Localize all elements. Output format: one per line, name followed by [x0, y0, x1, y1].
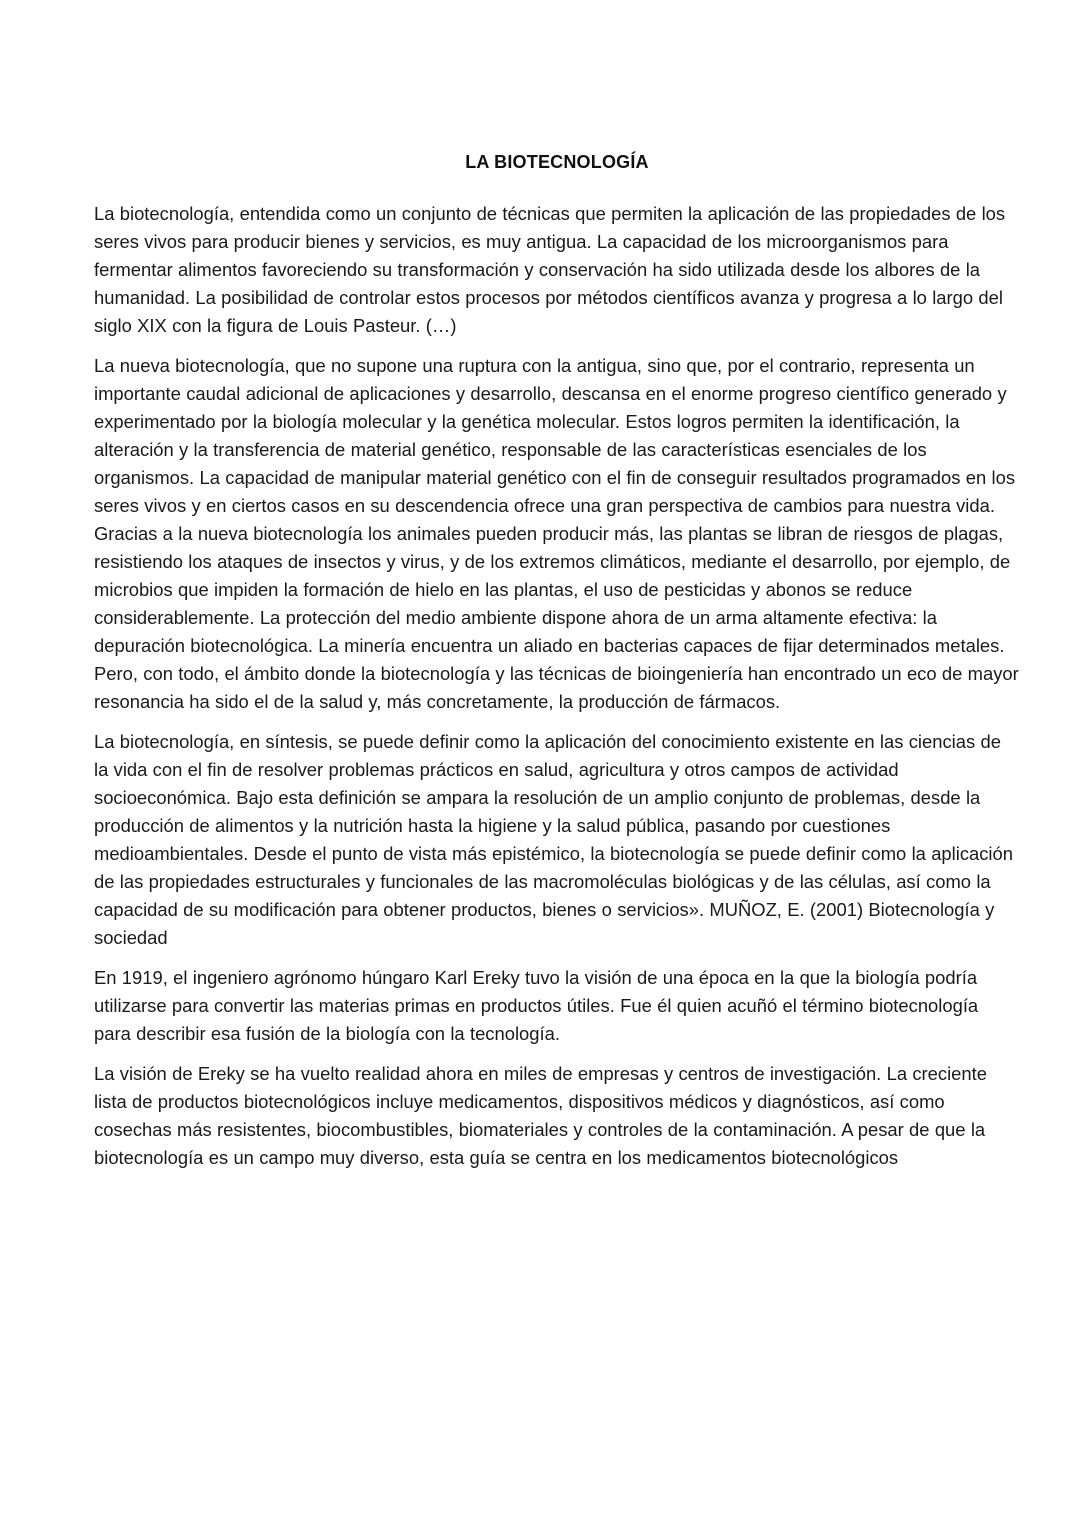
- title-prefix: LA: [465, 152, 489, 172]
- paragraph-4: En 1919, el ingeniero agrónomo húngaro Karl Ereky tuvo la visión de una época en la que la biología podría utilizarse para convertir las materias primas en productos útiles. Fue él quien acuñó el término biotecnología para describir esa fusión de la biología con la tecnología.: [94, 967, 979, 1044]
- document-title: [94, 150, 1020, 174]
- paragraph-1: La biotecnología, entendida como un conjunto de técnicas que permiten la aplicación de las propiedades de los seres vivos para producir bienes y servicios, es muy antigua. La capacidad de los microorganismos para fermentar alimentos favoreciendo su transformación y conservación ha sido utilizada desde los albores de la humanidad. La posibilidad de controlar estos procesos por métodos científicos avanza y progresa a lo largo del siglo XIX con la figura de Louis Pasteur. (…): [94, 203, 1006, 336]
- paragraph-2: La nueva biotecnología, que no supone una ruptura con la antigua, sino que, por el contrario, representa un importante caudal adicional de aplicaciones y desarrollo, descansa en el enorme progreso científico generado y experimentado por la biología molecular y la genética molecular. Estos logros permiten la identificación, la alteración y la transferencia de material genético, responsable de las características esenciales de los organismos. La capacidad de manipular material genético con el fin de conseguir resultados programados en los seres vivos y en ciertos casos en su descendencia ofrece una gran perspectiva de cambios para nuestra vida. Gracias a la nueva biotecnología los animales pueden producir más, las plantas se libran de riesgos de plagas, resistiendo los ataques de insectos y virus, y de los extremos climáticos, mediante el desarrollo, por ejemplo, de microbios que impiden la formación de hielo en las plantas, el uso de pesticidas y abonos se reduce considerablemente. La protección del medio ambiente dispone ahora de un arma altamente efectiva: la depuración biotecnológica. La minería encuentra un aliado en bacterias capaces de fijar determinados metales. Pero, con todo, el ámbito donde la biotecnología y las técnicas de bioingeniería han encontrado un eco de mayor resonancia ha sido el de la salud y, más concretamente, la producción de fármacos.: [94, 355, 1019, 712]
- document-page: [94, 150, 1020, 1184]
- paragraph-3: La biotecnología, en síntesis, se puede definir como la aplicación del conocimiento existente en las ciencias de la vida con el fin de resolver problemas prácticos en salud, agricultura y otros campos de actividad socioeconómica. Bajo esta definición se ampara la resolución de un amplio conjunto de problemas, desde la producción de alimentos y la nutrición hasta la higiene y la salud pública, pasando por cuestiones medioambientales. Desde el punto de vista más epistémico, la biotecnología se puede definir como la aplicación de las propiedades estructurales y funcionales de las macromoléculas biológicas y de las células, así como la capacidad de su modificación para obtener productos, bienes o servicios». MUÑOZ, E. (2001) Biotecnología y sociedad: [94, 731, 1013, 948]
- title-main: BIOTECNOLOGÍA: [494, 152, 649, 172]
- paragraph-5: La visión de Ereky se ha vuelto realidad ahora en miles de empresas y centros de investigación. La creciente lista de productos biotecnológicos incluye medicamentos, dispositivos médicos y diagnósticos, así como cosechas más resistentes, biocombustibles, biomateriales y controles de la contaminación. A pesar de que la biotecnología es un campo muy diverso, esta guía se centra en los medicamentos biotecnológicos: [94, 1063, 987, 1168]
